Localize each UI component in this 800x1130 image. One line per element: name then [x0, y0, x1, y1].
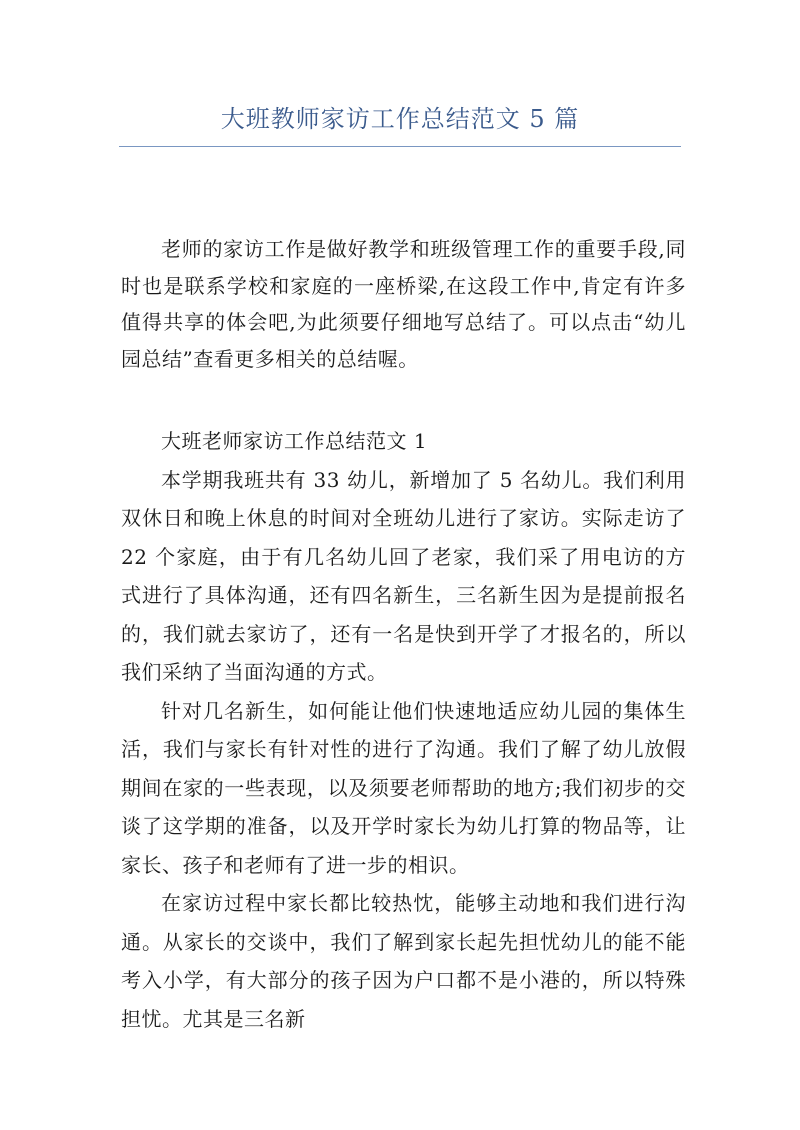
document-body: [121, 231, 686, 1038]
body-paragraph: 本学期我班共有 33 幼儿，新增加了 5 名幼儿。我们利用双休日和晚上休息的时间对全班幼儿进行了家访。实际走访了 22 个家庭，由于有几名幼儿回了老家，我们采了用电访的方式进行了具体沟通，还有四名新生，三名新生因为是提前报名的，我们就去家访了，还有一名是快到开学了才报名的，所以我们采纳了当面沟通的方式。: [121, 467, 686, 684]
document-title: 大班教师家访工作总结范文 5 篇: [220, 105, 580, 133]
title-underline: [119, 146, 681, 147]
section-heading: 大班老师家访工作总结范文 1: [161, 429, 428, 453]
intro-paragraph: 老师的家访工作是做好教学和班级管理工作的重要手段,同时也是联系学校和家庭的一座桥梁,在这段工作中,肯定有许多值得共享的体会吧,为此须要仔细地写总结了。可以点击“幼儿园总结”查看更多相关的总结喔。: [121, 237, 686, 371]
body-paragraph: 在家访过程中家长都比较热忱，能够主动地和我们进行沟通。从家长的交谈中，我们了解到家长起先担忧幼儿的能不能考入小学，有大部分的孩子因为户口都不是小港的，所以特殊担忧。尤其是三名新: [121, 891, 686, 1031]
body-paragraph: 针对几名新生，如何能让他们快速地适应幼儿园的集体生活，我们与家长有针对性的进行了沟通。我们了解了幼儿放假期间在家的一些表现，以及须要老师帮助的地方;我们初步的交谈了这学期的准备，以及开学时家长为幼儿打算的物品等，让家长、孩子和老师有了进一步的相识。: [121, 698, 686, 877]
